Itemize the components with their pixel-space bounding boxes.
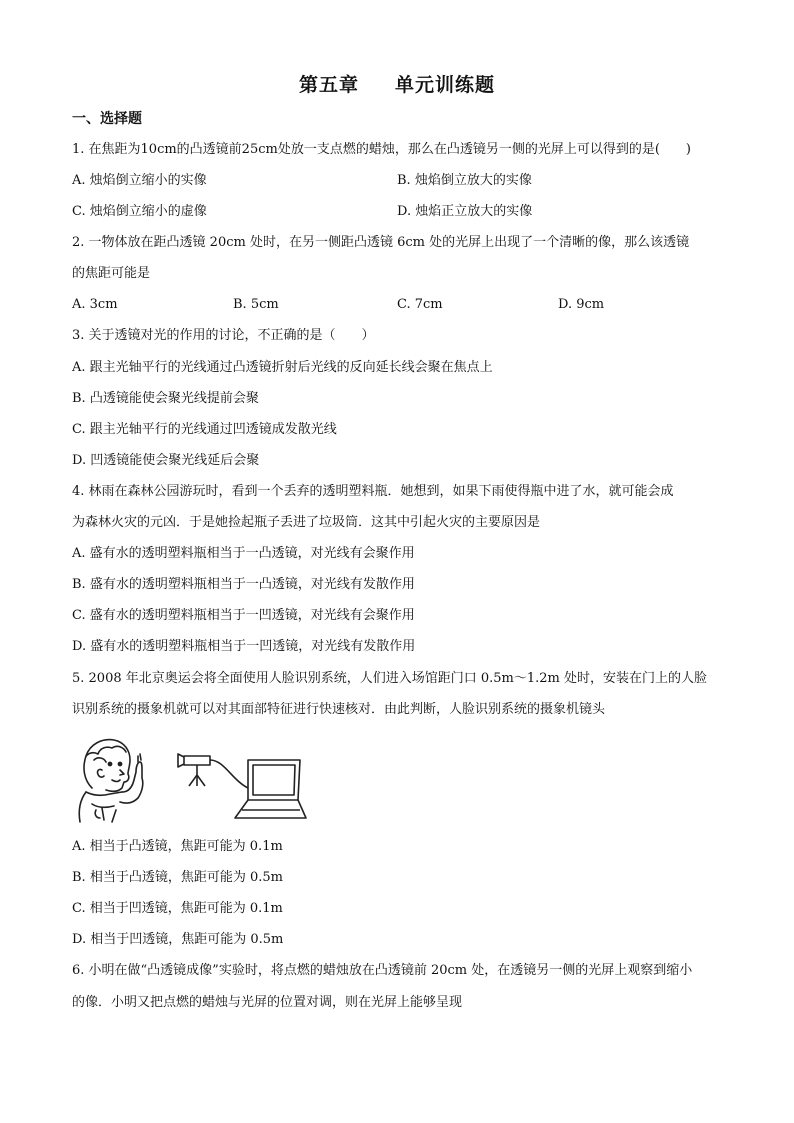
chapter-label: 第五章 (298, 74, 359, 96)
question-5-option-b: B. 相当于凸透镜，焦距可能为 0.5m (72, 870, 283, 885)
question-5-option-d: D. 相当于凹透镜，焦距可能为 0.5m (72, 932, 284, 947)
question-3-option-a: A. 跟主光轴平行的光线通过凸透镜折射后光线的反向延长线会聚在焦点上 (72, 360, 493, 375)
question-4-option-c: C. 盛有水的透明塑料瓶相当于一凹透镜，对光线有会聚作用 (72, 608, 415, 623)
unit-title: 单元训练题 (395, 74, 496, 96)
question-2-stem-line-1: 2. 一物体放在距凸透镜 20cm 处时，在另一侧距凸透镜 6cm 处的光屏上出现了一个清晰的像，那么该透镜 (72, 235, 690, 250)
question-4-option-a: A. 盛有水的透明塑料瓶相当于一凸透镜，对光线有会聚作用 (72, 546, 415, 561)
question-1-option-d: D. 烛焰正立放大的实像 (397, 204, 533, 219)
question-1-option-a: A. 烛焰倒立缩小的实像 (72, 173, 207, 188)
question-2-option-d: D. 9cm (558, 297, 605, 312)
question-5-option-a: A. 相当于凸透镜，焦距可能为 0.1m (72, 839, 283, 854)
question-5-option-c: C. 相当于凹透镜，焦距可能为 0.1m (72, 901, 283, 916)
person-camera-laptop-figure (72, 730, 316, 824)
question-3-option-d: D. 凹透镜能使会聚光线延后会聚 (72, 453, 260, 468)
question-5-stem-line-2: 识别系统的摄象机就可以对其面部特征进行快速核对．由此判断，人脸识别系统的摄象机镜头 (72, 702, 606, 717)
question-6-stem-line-1: 6. 小明在做“凸透镜成像”实验时，将点燃的蜡烛放在凸透镜前 20cm 处，在透镜另一侧的光屏上观察到缩小 (72, 963, 693, 978)
question-5-stem-line-1: 5. 2008 年北京奥运会将全面使用人脸识别系统，人们进入场馆距门口 0.5m～1.2m 处时，安装在门上的人脸 (72, 671, 708, 686)
question-6-stem-line-2: 的像．小明又把点燃的蜡烛与光屏的位置对调，则在光屏上能够呈现 (72, 995, 463, 1010)
question-2-option-a: A. 3cm (72, 297, 118, 312)
question-3-option-c: C. 跟主光轴平行的光线通过凹透镜成发散光线 (72, 422, 337, 437)
question-1-stem: 1. 在焦距为10cm的凸透镜前25cm处放一支点燃的蜡烛，那么在凸透镜另一侧的光屏上可以得到的是( ) (72, 142, 691, 157)
question-1-option-c: C. 烛焰倒立缩小的虚像 (72, 204, 207, 219)
question-3-option-b: B. 凸透镜能使会聚光线提前会聚 (72, 391, 259, 406)
question-2-option-b: B. 5cm (233, 297, 279, 312)
question-2-stem-line-2: 的焦距可能是 (72, 266, 151, 281)
page-title (0, 70, 794, 97)
question-1-option-b: B. 烛焰倒立放大的实像 (397, 173, 532, 188)
question-3-stem: 3. 关于透镜对光的作用的讨论，不正确的是（ ） (72, 328, 375, 343)
question-4-option-d: D. 盛有水的透明塑料瓶相当于一凹透镜，对光线有发散作用 (72, 639, 416, 654)
question-4-option-b: B. 盛有水的透明塑料瓶相当于一凸透镜，对光线有发散作用 (72, 577, 415, 592)
question-4-stem-line-1: 4. 林雨在森林公园游玩时，看到一个丢弃的透明塑料瓶．她想到，如果下雨使得瓶中进了水，就可能会成 (72, 484, 674, 499)
face-recognition-illustration (72, 730, 316, 824)
question-2-option-c: C. 7cm (397, 297, 443, 312)
question-4-stem-line-2: 为森林火灾的元凶．于是她捡起瓶子丢进了垃圾筒．这其中引起火灾的主要原因是 (72, 515, 541, 530)
section-heading: 一、选择题 (72, 111, 142, 127)
